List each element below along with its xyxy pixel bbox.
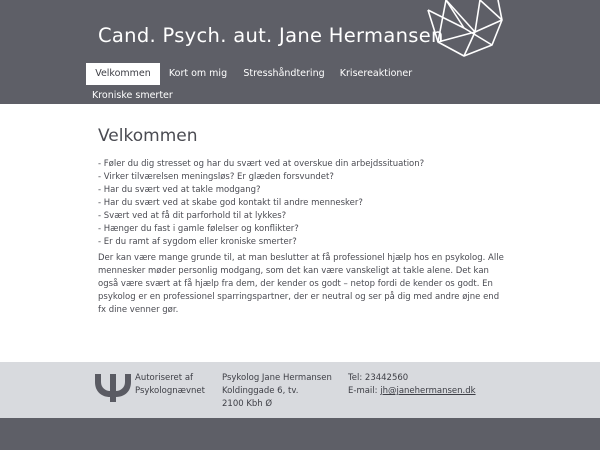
nav-item-krisereaktioner[interactable]: Krisereaktioner bbox=[339, 68, 413, 79]
footer bbox=[0, 362, 600, 418]
site-title[interactable]: Cand. Psych. aut. Jane Hermansen bbox=[98, 24, 444, 47]
nav-item-velkommen[interactable]: Velkommen bbox=[86, 63, 160, 85]
authority-name: Psykolognævnet bbox=[135, 386, 205, 396]
page-title: Velkommen bbox=[98, 126, 198, 146]
address-city: 2100 Kbh Ø bbox=[222, 399, 273, 409]
nav-item-stresshaandtering[interactable]: Stresshåndtering bbox=[243, 68, 325, 79]
network-ball-icon bbox=[420, 0, 506, 60]
nav-item-kroniske-smerter[interactable]: Kroniske smerter bbox=[92, 90, 173, 101]
question-item: - Har du svært ved at takle modgang? bbox=[98, 185, 261, 195]
address-name: Psykolog Jane Hermansen bbox=[222, 373, 332, 383]
intro-paragraph: Der kan være mange grunde til, at man beslutter at få professionel hjælp hos en psykolog. Alle mennesker møder personlig modgang, som det kan være vanskeligt at takle alene. Det kan også være svært at få hjælp fra dem, der kender os godt – netop fordi de kender os godt. En psykolog er en professionel sparringspartner, der er neutral og ser på dig med andre øjne end fx dine venner gør. bbox=[98, 253, 504, 315]
psykolognaevnet-psi-icon bbox=[95, 372, 131, 402]
question-item: - Har du svært ved at skabe god kontakt til andre mennesker? bbox=[98, 198, 363, 208]
question-item: - Føler du dig stresset og har du svært ved at overskue din arbejdssituation? bbox=[98, 159, 425, 169]
nav-item-kort-om-mig[interactable]: Kort om mig bbox=[168, 68, 228, 79]
header bbox=[0, 0, 600, 104]
authorized-line: Autoriseret af bbox=[135, 373, 194, 383]
address-block bbox=[222, 372, 332, 411]
email-line bbox=[348, 385, 476, 398]
email-link[interactable]: jh@janehermansen.dk bbox=[380, 386, 476, 396]
contact-block bbox=[348, 372, 476, 398]
question-item: - Virker tilværelsen meningsløs? Er glæden forsvundet? bbox=[98, 172, 334, 182]
question-item: - Hænger du fast i gamle følelser og konflikter? bbox=[98, 224, 299, 234]
question-item: - Svært ved at få dit parforhold til at lykkes? bbox=[98, 211, 287, 221]
phone-number: Tel: 23442560 bbox=[348, 373, 409, 383]
question-item: - Er du ramt af sygdom eller kroniske smerter? bbox=[98, 237, 297, 247]
address-street: Koldinggade 6, tv. bbox=[222, 386, 299, 396]
authorization-info bbox=[135, 372, 205, 398]
main-content bbox=[0, 104, 600, 362]
bottom-strip bbox=[0, 418, 600, 450]
email-label: E-mail: bbox=[348, 386, 381, 396]
question-list bbox=[98, 158, 424, 249]
